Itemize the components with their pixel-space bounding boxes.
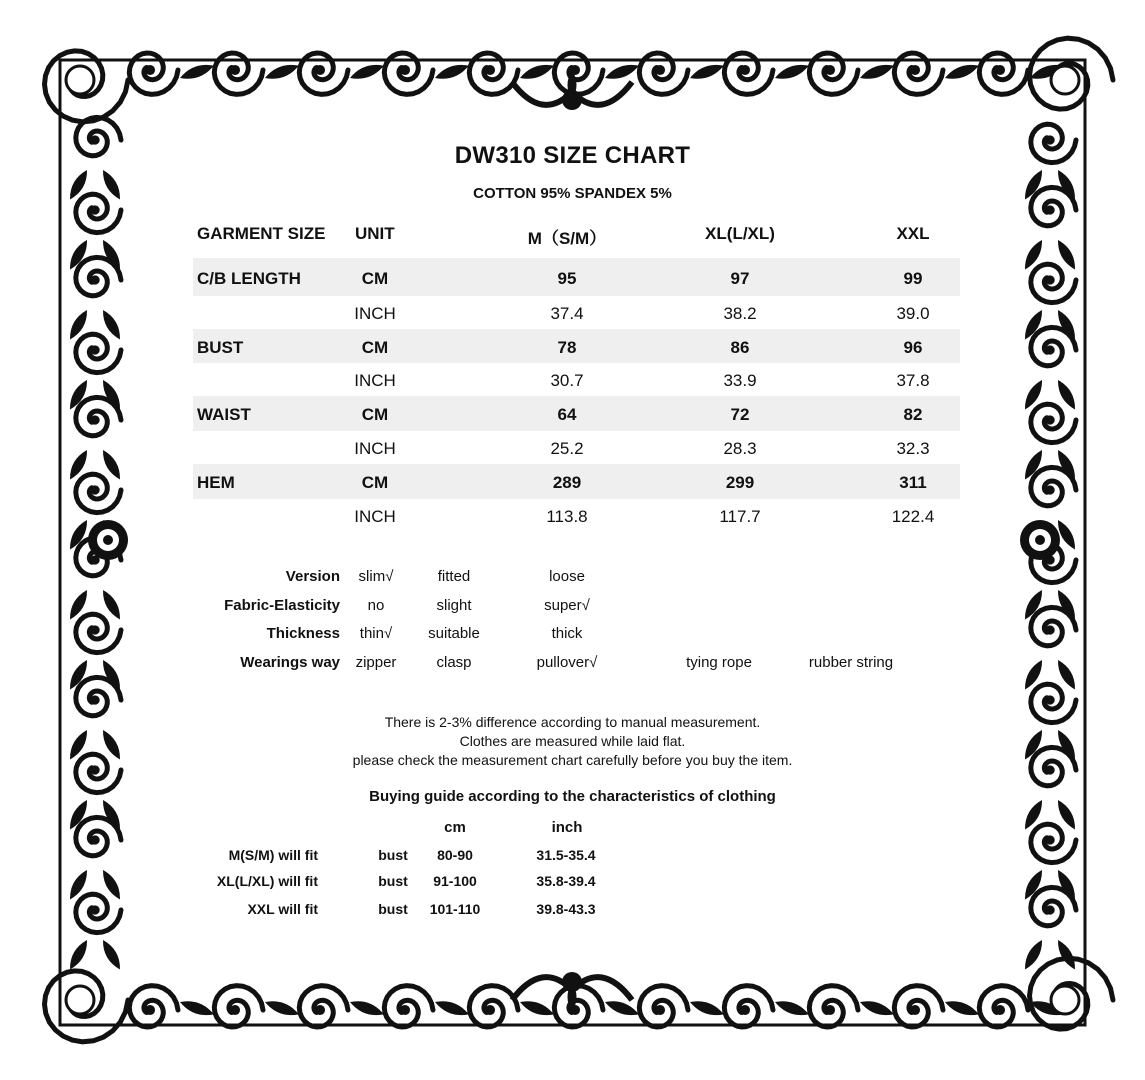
header-size-xl: XL(L/XL) [705,224,775,243]
page-title: DW310 SIZE CHART [454,142,691,169]
hem-m-inch: 113.8 [546,507,588,526]
cb-length-m-cm: 95 [557,269,577,288]
attr-option: slight [436,597,472,614]
measure-waist: WAIST [197,405,251,424]
guide-inch: 31.5-35.4 [536,847,596,863]
note-line: There is 2-3% difference according to manual measurement. [384,714,761,730]
cb-length-xl-cm: 97 [730,269,750,288]
hem-xxl-cm: 311 [899,473,927,492]
waist-xxl-cm: 82 [903,405,923,424]
waist-xxl-inch: 32.3 [896,439,930,458]
unit-inch: INCH [354,304,396,323]
waist-xl-cm: 72 [730,405,750,424]
attr-option: loose [549,568,585,585]
attr-label-wearings-way: Wearings way [240,654,340,671]
guide-size: XXL will fit [247,901,318,917]
header-size-xxl: XXL [896,224,930,243]
bust-xl-cm: 86 [730,338,750,357]
guide-part: bust [378,873,408,889]
guide-inch: 35.8-39.4 [536,873,596,889]
bust-m-cm: 78 [557,338,577,357]
cb-length-xxl-inch: 39.0 [896,304,930,323]
waist-m-cm: 64 [557,405,577,424]
unit-cm: CM [361,269,389,288]
guide-col-cm: cm [444,819,466,836]
header-size-m: M（S/M） [527,229,607,248]
attr-option: no [367,597,385,614]
hem-xl-cm: 299 [725,473,755,492]
cb-length-m-inch: 37.4 [550,304,584,323]
attr-option: pullover√ [536,654,598,671]
hem-xl-inch: 117.7 [719,507,761,526]
bust-xxl-cm: 96 [903,338,923,357]
attr-option: suitable [428,625,480,642]
unit-inch: INCH [354,439,396,458]
unit-inch: INCH [354,371,396,390]
waist-xl-inch: 28.3 [723,439,757,458]
attr-option: super√ [544,597,590,614]
bust-m-inch: 30.7 [550,371,584,390]
hem-xxl-inch: 122.4 [891,507,935,526]
guide-part: bust [378,901,408,917]
guide-col-inch: inch [551,819,583,836]
guide-part: bust [378,847,408,863]
attr-label-elasticity: Fabric-Elasticity [224,597,340,614]
note-line: please check the measurement chart carefully before you buy the item. [352,752,793,768]
measure-hem: HEM [197,473,235,492]
waist-m-inch: 25.2 [550,439,584,458]
row-band-cb-length [193,258,960,296]
header-garment-size: GARMENT SIZE [197,224,326,243]
measure-cb-length: C/B LENGTH [197,269,301,288]
guide-cm: 91-100 [433,873,477,889]
attr-option: thin√ [359,625,393,642]
attr-label-thickness: Thickness [266,625,340,642]
guide-size: M(S/M) will fit [228,847,318,863]
attr-option: tying rope [686,654,752,671]
attr-option: slim√ [358,568,394,585]
bust-xl-inch: 33.9 [723,371,757,390]
guide-cm: 101-110 [429,901,481,917]
attr-option: rubber string [808,654,894,671]
attr-option: zipper [355,654,397,671]
unit-cm: CM [361,338,389,357]
guide-cm: 80-90 [437,847,473,863]
row-band-bust [193,329,960,363]
guide-inch: 39.8-43.3 [536,901,596,917]
attr-label-version: Version [285,568,340,585]
header-unit: UNIT [355,224,395,243]
cb-length-xl-inch: 38.2 [723,304,757,323]
unit-cm: CM [361,473,389,492]
bust-xxl-inch: 37.8 [896,371,930,390]
attr-option: clasp [436,654,472,671]
hem-m-cm: 289 [552,473,582,492]
guide-size: XL(L/XL) will fit [216,873,318,889]
unit-cm: CM [361,405,389,424]
attr-option: fitted [437,568,471,585]
unit-inch: INCH [354,507,396,526]
cb-length-xxl-cm: 99 [903,269,923,288]
material-composition: COTTON 95% SPANDEX 5% [473,185,672,202]
attr-option: thick [551,625,583,642]
buying-guide-title: Buying guide according to the characteristics of clothing [369,788,776,805]
note-line: Clothes are measured while laid flat. [459,733,686,749]
measure-bust: BUST [197,338,244,357]
